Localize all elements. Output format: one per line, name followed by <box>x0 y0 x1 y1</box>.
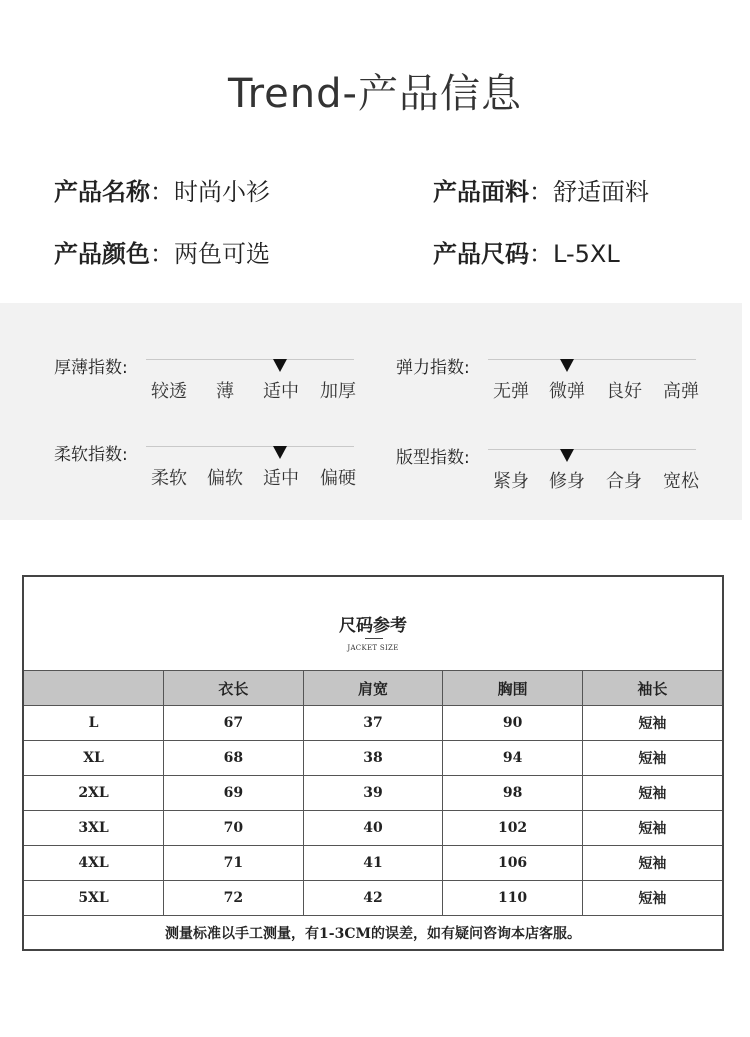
fit-option: 紧身 <box>493 471 529 492</box>
size-chart <box>22 575 724 951</box>
elasticity-pointer-icon <box>560 359 574 372</box>
table-row <box>24 741 722 776</box>
size-chart-subtitle: JACKET SIZE <box>347 644 399 652</box>
product-color-label: 产品颜色 <box>54 240 150 268</box>
table-cell: 110 <box>443 881 583 916</box>
table-cell: 短袖 <box>582 741 722 776</box>
table-cell: 41 <box>303 846 443 881</box>
header-cell <box>24 671 164 706</box>
table-cell: 90 <box>443 706 583 741</box>
softness-pointer-icon <box>273 446 287 459</box>
header-cell: 肩宽 <box>303 671 443 706</box>
fit-scale-line <box>488 449 696 450</box>
product-name-value: ：时尚小衫 <box>150 178 270 206</box>
table-cell: L <box>24 706 164 741</box>
page-title: Trend-产品信息 <box>228 71 522 117</box>
table-cell: 67 <box>164 706 304 741</box>
table-cell: 4XL <box>24 846 164 881</box>
fit-label: 版型指数: <box>396 448 470 468</box>
fit-option: 合身 <box>606 471 642 492</box>
thickness-option: 适中 <box>263 381 299 402</box>
fit-pointer-icon <box>560 449 574 462</box>
table-cell: 39 <box>303 776 443 811</box>
table-cell: 5XL <box>24 881 164 916</box>
product-name-label: 产品名称 <box>54 178 150 206</box>
softness-option: 偏硬 <box>320 468 356 489</box>
elasticity-option: 良好 <box>606 381 642 402</box>
table-cell: 38 <box>303 741 443 776</box>
softness-scale-line <box>146 446 354 447</box>
table-row <box>24 846 722 881</box>
thickness-scale-line <box>146 359 354 360</box>
table-cell: 68 <box>164 741 304 776</box>
table-row <box>24 811 722 846</box>
product-size <box>433 234 620 269</box>
header-cell: 胸围 <box>443 671 583 706</box>
elasticity-option: 高弹 <box>663 381 699 402</box>
product-name <box>54 172 270 207</box>
table-header-row <box>24 671 722 706</box>
elasticity-option: 微弹 <box>549 381 585 402</box>
table-row <box>24 706 722 741</box>
header-cell: 衣长 <box>164 671 304 706</box>
product-size-label: 产品尺码 <box>433 240 529 268</box>
table-row <box>24 881 722 916</box>
header-cell: 袖长 <box>582 671 722 706</box>
elasticity-scale-line <box>488 359 696 360</box>
table-cell: 69 <box>164 776 304 811</box>
table-cell: 102 <box>443 811 583 846</box>
table-cell: 短袖 <box>582 811 722 846</box>
elasticity-label: 弹力指数: <box>396 358 470 378</box>
size-table <box>24 670 722 916</box>
table-cell: 98 <box>443 776 583 811</box>
table-cell: 94 <box>443 741 583 776</box>
table-cell: 短袖 <box>582 776 722 811</box>
size-chart-title: 尺码参考 <box>339 616 407 636</box>
measurement-note: 测量标准以手工测量，有1-3CM的误差，如有疑问咨询本店客服。 <box>165 926 581 942</box>
table-cell: 71 <box>164 846 304 881</box>
thickness-option: 加厚 <box>320 381 356 402</box>
table-cell: 70 <box>164 811 304 846</box>
softness-option: 柔软 <box>151 468 187 489</box>
table-cell: 2XL <box>24 776 164 811</box>
softness-label: 柔软指数: <box>54 445 128 465</box>
table-cell: 短袖 <box>582 706 722 741</box>
table-cell: 106 <box>443 846 583 881</box>
product-fabric <box>433 172 649 207</box>
table-cell: 72 <box>164 881 304 916</box>
thickness-label: 厚薄指数: <box>54 358 128 378</box>
thickness-option: 薄 <box>216 381 234 402</box>
softness-option: 适中 <box>263 468 299 489</box>
table-cell: XL <box>24 741 164 776</box>
table-cell: 短袖 <box>582 846 722 881</box>
table-cell: 40 <box>303 811 443 846</box>
table-cell: 42 <box>303 881 443 916</box>
product-size-value: ：L-5XL <box>529 240 620 268</box>
product-fabric-value: ：舒适面料 <box>529 178 649 206</box>
thickness-pointer-icon <box>273 359 287 372</box>
thickness-option: 较透 <box>151 381 187 402</box>
product-color-value: ：两色可选 <box>150 240 270 268</box>
table-row <box>24 776 722 811</box>
fit-option: 宽松 <box>663 471 699 492</box>
table-cell: 短袖 <box>582 881 722 916</box>
table-cell: 37 <box>303 706 443 741</box>
product-color <box>54 234 270 269</box>
table-cell: 3XL <box>24 811 164 846</box>
fit-option: 修身 <box>549 471 585 492</box>
softness-option: 偏软 <box>207 468 243 489</box>
elasticity-option: 无弹 <box>493 381 529 402</box>
product-fabric-label: 产品面料 <box>433 178 529 206</box>
size-chart-divider <box>365 638 383 639</box>
